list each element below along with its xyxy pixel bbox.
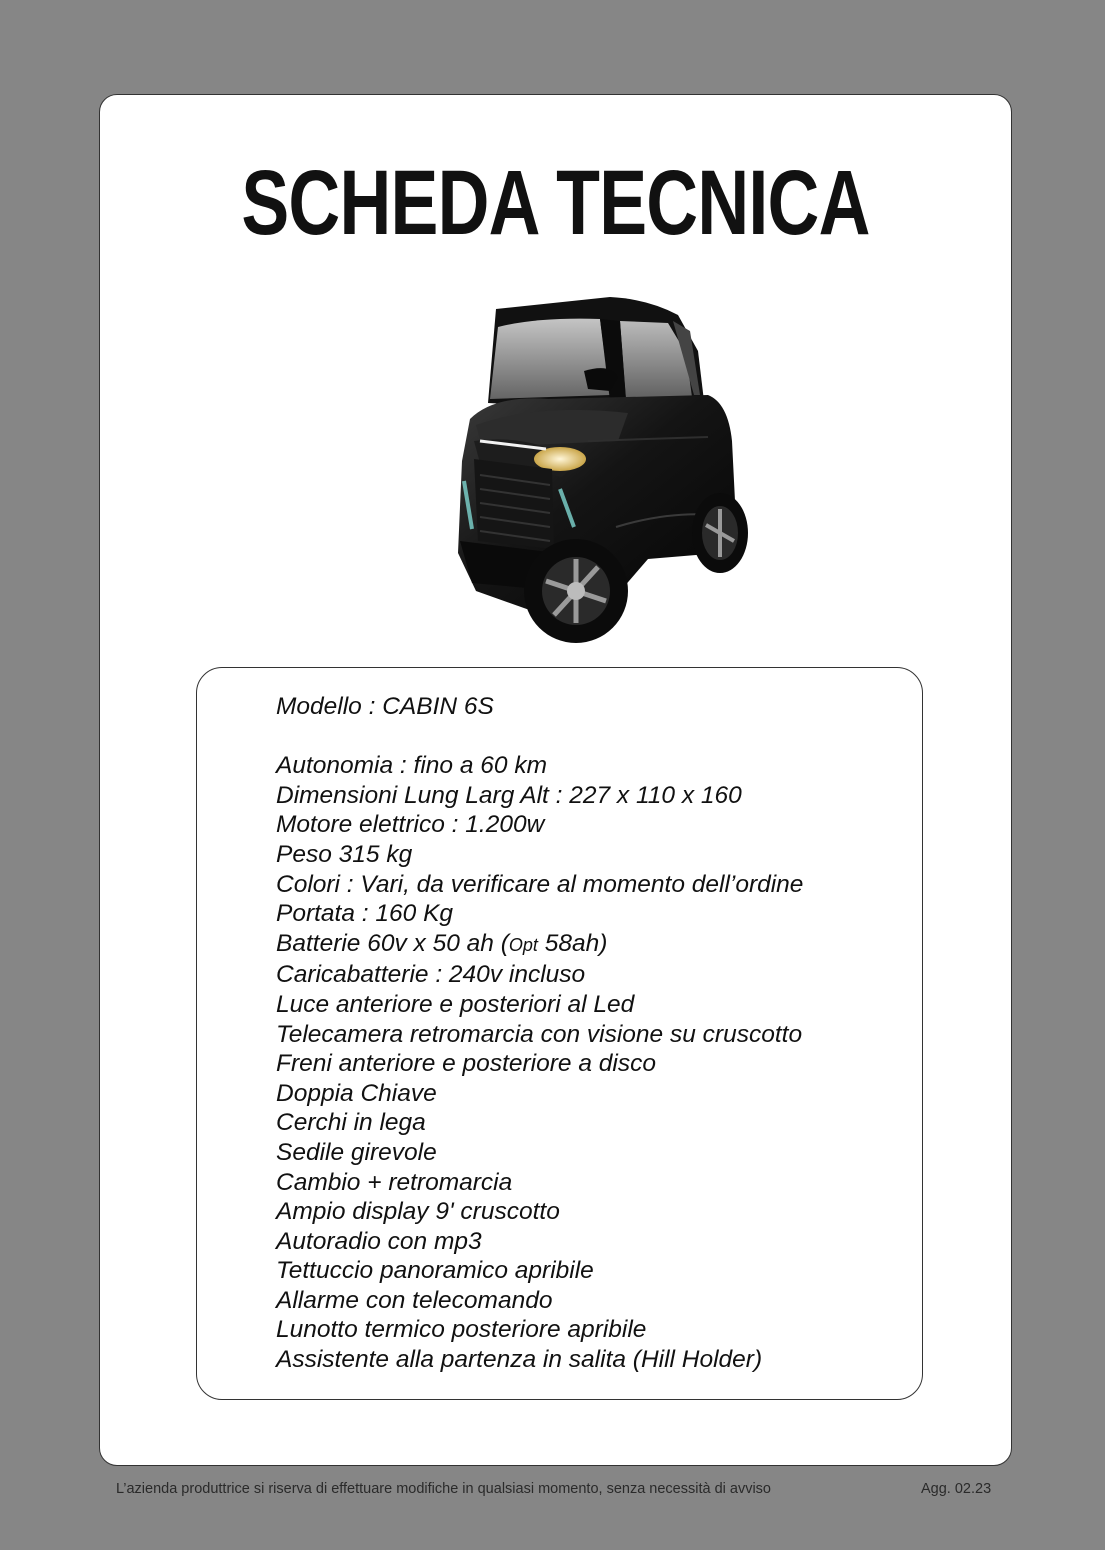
page-title: SCHEDA TECNICA (241, 152, 870, 254)
spec-item-swivel-seat: Sedile girevole (276, 1138, 437, 1166)
battery-text: Batterie 60v x 50 ah ( (276, 929, 509, 957)
spec-item-sunroof: Tettuccio panoramico apribile (276, 1257, 594, 1285)
spec-item-payload: Portata : 160 Kg (276, 900, 454, 928)
car-image (348, 291, 768, 651)
spec-sheet (99, 94, 1012, 1466)
spec-item-weight: Peso 315 kg (276, 840, 413, 868)
spec-item-disc-brakes: Freni anteriore e posteriore a disco (276, 1050, 656, 1078)
spec-item-motor: Motore elettrico : 1.200w (276, 811, 545, 839)
spec-item-charger: Caricabatterie : 240v incluso (276, 961, 586, 989)
spec-item-rear-camera: Telecamera retromarcia con visione su cruscotto (276, 1020, 803, 1048)
specs-list (276, 692, 803, 1375)
battery-opt-label: Opt (508, 934, 538, 955)
spec-item-rear-window: Lunotto termico posteriore apribile (276, 1316, 647, 1344)
specs-panel (196, 667, 923, 1400)
spec-item-dimensions: Dimensioni Lung Larg Alt : 227 x 110 x 160 (276, 781, 742, 809)
model-line: Modello : CABIN 6S (276, 693, 494, 720)
spec-item-gearbox: Cambio + retromarcia (276, 1168, 513, 1196)
spec-item-double-key: Doppia Chiave (276, 1079, 437, 1107)
spec-item-display: Ampio display 9' cruscotto (276, 1198, 560, 1226)
spec-item-led-lights: Luce anteriore e posteriori al Led (276, 990, 635, 1018)
spec-item-alarm: Allarme con telecomando (276, 1286, 553, 1314)
spec-item-alloy-wheels: Cerchi in lega (276, 1109, 426, 1137)
spec-item-colors: Colori : Vari, da verificare al momento dell’ordine (276, 870, 804, 898)
spec-item-autonomy: Autonomia : fino a 60 km (276, 752, 548, 780)
spec-item-hill-holder: Assistente alla partenza in salita (Hill Holder) (276, 1346, 763, 1374)
spec-item-radio: Autoradio con mp3 (276, 1227, 482, 1255)
battery-opt-value: 58ah) (537, 929, 608, 957)
spec-item-battery (276, 929, 803, 961)
footer-disclaimer: L’azienda produttrice si riserva di effettuare modifiche in qualsiasi momento, senza necessità di avviso (116, 1481, 771, 1497)
footer-version: Agg. 02.23 (921, 1481, 992, 1497)
